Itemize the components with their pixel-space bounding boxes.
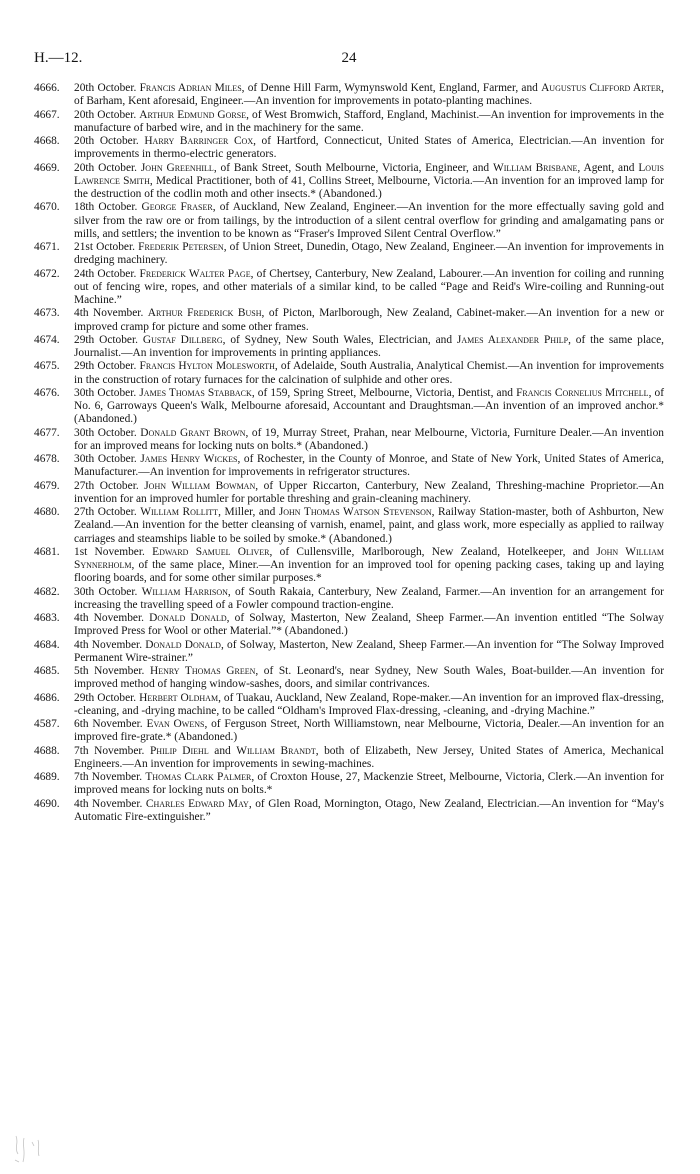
patent-entries-list [34, 82, 664, 824]
entry-number: 4690. [34, 797, 60, 810]
applicant-name: John Thomas Watson Stevenson [278, 506, 432, 518]
applicant-name: Charles Edward May [145, 797, 249, 810]
applicant-name: William Harrison [141, 585, 228, 598]
applicant-name: Louis Lawrence Smith [74, 161, 664, 187]
applicant-name: Thomas Clark Palmer [145, 771, 252, 783]
patent-entry [34, 360, 664, 387]
entry-number: 4685. [34, 665, 60, 677]
applicant-name: Francis Adrian Miles [139, 82, 242, 94]
applicant-name: James Henry Wickes [140, 453, 238, 465]
entry-number: 4674. [34, 333, 60, 346]
entry-number: 4669. [34, 161, 60, 174]
entry-text: , of Chertsey, Canterbury, New Zealand, Labourer.—An invention for coiling and running out of fencing wire, ropes, and other materials of a similar kind, to be called “Page and Reid's Wire-coiling and Running-out Machine.” [74, 267, 664, 306]
entry-text: , of the same place, Journalist.—An invention for improvements in printing appliances. [74, 333, 665, 359]
entry-number: 4587. [34, 718, 60, 730]
entry-date: 5th November. [74, 665, 145, 677]
applicant-name: George Fraser [141, 201, 213, 214]
applicant-name: Gustaf Dillberg [142, 333, 223, 346]
entry-number: 4675. [34, 360, 60, 373]
applicant-name: Edward Samuel Oliver [152, 545, 270, 558]
entry-number: 4684. [34, 638, 60, 651]
entry-date: 20th October. [74, 108, 137, 121]
patent-entry [34, 268, 664, 308]
applicant-name: Philip Diehl [149, 744, 209, 757]
entry-date: 30th October. [74, 426, 137, 439]
applicant-name: William Brisbane [492, 161, 578, 174]
entry-text: , of Denne Hill Farm, Wymynswold Kent, England, Farmer, and [241, 82, 542, 94]
entry-number: 4676. [34, 386, 60, 399]
entry-number: 4678. [34, 453, 60, 465]
entry-text: , Miller, and [218, 506, 279, 518]
scan-mark-icon [10, 1132, 52, 1166]
page-number: 24 [341, 50, 357, 66]
entry-text: , of Upper Riccarton, Canterbury, New Zealand, Threshing-machine Proprietor.—An invention for an improved humler for portable threshing and grain-cleaning machinery. [74, 479, 664, 505]
applicant-name: Donald Grant Brown [140, 426, 246, 439]
entry-date: 20th October. [74, 135, 139, 147]
entry-number: 4672. [34, 267, 60, 280]
patent-entry [34, 162, 664, 202]
entry-text: , of Cullensville, Marlborough, New Zealand, Hotelkeeper, and [269, 545, 597, 558]
entry-text: , of Solway, Masterton, New Zealand, Sheep Farmer.—An invention for “The Solway Improved Permanent Wire-strainer.” [74, 638, 665, 664]
entry-date: 1st November. [74, 545, 145, 558]
entry-date: 27th October. [74, 479, 139, 492]
entry-date: 21st October. [74, 241, 136, 253]
applicant-name: Frederik Petersen [138, 241, 224, 253]
applicant-name: Herbert Oldham [139, 691, 219, 704]
patent-entry [34, 453, 664, 480]
entry-text: , of Rochester, in the County of Monroe, and State of New York, United States of America, Manufacturer.—An invention for improvements in refrigerator structures. [74, 453, 665, 479]
entry-text: , of Sydney, New South Wales, Electrician, and [222, 333, 457, 346]
entry-text: , of Ferguson Street, North Williamstown, near Melbourne, Victoria, Dealer.—An invention for an improved fire-grate.* (Abandoned.) [74, 718, 665, 744]
entry-text: , of 159, Spring Street, Melbourne, Victoria, Dentist, and [251, 386, 517, 399]
patent-entry [34, 665, 664, 692]
entry-date: 30th October. [74, 386, 137, 399]
entry-text: and [208, 744, 237, 757]
entry-text: , of No. 6, Garroways Queen's Walk, Melbourne aforesaid, Accountant and Draughtsman.—An invention of an improved anchor.* (Abandoned.) [74, 386, 664, 426]
applicant-name: Augustus Clifford Arter [541, 82, 662, 94]
applicant-name: Frederick Walter Page [139, 267, 251, 280]
entry-number: 4680. [34, 506, 60, 518]
patent-entry [34, 387, 664, 427]
entry-text: , of Union Street, Dunedin, Otago, New Zealand, Engineer.—An invention for improvements in dredging machinery. [74, 241, 664, 267]
patent-entry [34, 135, 664, 162]
entry-number: 4682. [34, 585, 60, 598]
entry-text: , Agent, and [577, 161, 639, 174]
page-header [34, 50, 664, 70]
applicant-name: Donald Donald [145, 638, 221, 651]
entry-number: 4671. [34, 241, 60, 253]
entry-date: 20th October. [74, 161, 138, 174]
entry-text: , of Adelaide, South Australia, Analytical Chemist.—An invention for improvements in the construction of rotary furnaces for the calcination of sulphide and other ores. [74, 360, 664, 386]
entry-date: 4th November. [74, 307, 144, 320]
applicant-name: John Greenhill [140, 161, 214, 174]
patent-entry [34, 82, 664, 109]
entry-date: 4th November. [74, 638, 143, 651]
entry-date: 7th November. [74, 771, 143, 783]
entry-date: 29th October. [74, 333, 138, 346]
entry-number: 4673. [34, 307, 60, 320]
applicant-name: Harry Barringer Cox [144, 135, 254, 147]
patent-entry [34, 201, 664, 241]
patent-entry [34, 692, 664, 719]
patent-entry [34, 745, 664, 772]
entry-date: 27th October. [74, 506, 137, 518]
entry-number: 4667. [34, 108, 60, 121]
patent-entry [34, 506, 664, 546]
entry-number: 4686. [34, 691, 60, 704]
entry-text: , both of Elizabeth, New Jersey, United States of America, Mechanical Engineers.—An invention for improvements in sewing-machines. [74, 744, 664, 770]
entry-date: 29th October. [74, 360, 137, 373]
entry-text: , of St. Leonard's, near Sydney, New South Wales, Boat-builder.—An invention for improved method of hanging window-sashes, doors, and similar contrivances. [74, 665, 664, 691]
entry-text: , Medical Practitioner, both of 41, Collins Street, Melbourne, Victoria.—An invention for an improved lamp for the destruction of the codlin moth and other insects.* (Abandoned.) [74, 174, 664, 200]
entry-text: , of Croxton House, 27, Mackenzie Street, Melbourne, Victoria, Clerk.—An invention for improved means for locking nuts on bolts.* [74, 771, 664, 797]
entry-text: , of Auckland, New Zealand, Engineer.—An invention for the more effectually saving gold and silver from the raw ore or from tailings, by the introduction of a silent central overflow for grinding and amalgamating pans or mills, and settlers; the invention to be known as “Fraser's Improved Silent Central Overflow.” [74, 201, 664, 240]
entry-number: 4666. [34, 82, 60, 94]
entry-number: 4670. [34, 201, 60, 214]
patent-entry [34, 639, 664, 666]
entry-text: , of Bank Street, South Melbourne, Victoria, Engineer, and [213, 161, 493, 174]
applicant-name: John William Bowman [144, 479, 256, 492]
entry-text: , of Tuakau, Auckland, New Zealand, Rope-maker.—An invention for an improved flax-dressing, -cleaning, and -drying machine, to be called “Oldham's Improved Flax-dressing, -cleaning, and -drying Machine.” [74, 691, 664, 717]
entry-text: , of Solway, Masterton, New Zealand, Sheep Farmer.—An invention entitled “The Solway Improved Press for Wool or other Material.”* (Abandoned.) [74, 612, 664, 638]
patent-entry [34, 771, 664, 798]
entry-text: , of Glen Road, Mornington, Otago, New Zealand, Electrician.—An invention for “May's Automatic Fire-extinguisher.” [74, 797, 664, 823]
entry-number: 4688. [34, 744, 60, 757]
entry-number: 4677. [34, 426, 60, 439]
entry-text: , of West Bromwich, Stafford, England, Machinist.—An invention for improvements in the manufacture of barbed wire, and in the machinery for the same. [74, 108, 664, 134]
applicant-name: Arthur Frederick Bush [147, 307, 262, 320]
entry-text: , of the same place, Miner.—An invention for an improved tool for opening packing cases, taking up and laying flooring boards, and for some other similar purposes.* [74, 559, 664, 585]
applicant-name: James Thomas Stabback [139, 386, 252, 399]
entry-date: 4th November. [74, 797, 143, 810]
patent-entry [34, 718, 664, 745]
patent-entry [34, 612, 664, 639]
applicant-name: William Brandt [236, 744, 316, 757]
entry-number: 4681. [34, 545, 60, 558]
applicant-name: William Rollitt [140, 506, 219, 518]
entry-number: 4679. [34, 479, 60, 492]
document-reference: H.—12. [34, 50, 83, 66]
patent-entry [34, 586, 664, 613]
patent-entry [34, 334, 664, 361]
entry-date: 29th October. [74, 691, 137, 704]
patent-entry [34, 427, 664, 454]
entry-number: 4689. [34, 771, 60, 783]
entry-date: 20th October. [74, 82, 137, 94]
applicant-name: Francis Hylton Molesworth [139, 360, 275, 373]
applicant-name: Arthur Edmund Gorse [139, 108, 247, 121]
entry-date: 30th October. [74, 585, 138, 598]
entry-text: , of Hartford, Connecticut, United States of America, Electrician.—An invention for improvements in thermo-electric generators. [74, 135, 664, 161]
entry-text: , of Picton, Marlborough, New Zealand, Cabinet-maker.—An invention for a new or improved cramp for picture and some other frames. [74, 307, 664, 333]
entry-date: 6th November. [74, 718, 143, 730]
entry-date: 30th October. [74, 453, 137, 465]
applicant-name: John William Synnerholm [74, 545, 664, 571]
entry-text: , of 19, Murray Street, Prahan, near Melbourne, Victoria, Furniture Dealer.—An invention for an improved means for locking nuts on bolts.* (Abandoned.) [74, 426, 664, 452]
applicant-name: Evan Owens [146, 718, 205, 730]
patent-entry [34, 798, 664, 825]
patent-entry [34, 480, 664, 507]
entry-date: 4th November. [74, 612, 144, 624]
entry-date: 7th November. [74, 744, 145, 757]
patent-entry [34, 307, 664, 334]
patent-entry [34, 546, 664, 586]
entry-number: 4668. [34, 135, 60, 147]
entry-text: , of Barham, Kent aforesaid, Engineer.—An invention for improvements in potato-planting machines. [74, 82, 664, 108]
applicant-name: James Alexander Philp [456, 333, 569, 346]
entry-text: , of South Rakaia, Canterbury, New Zealand, Farmer.—An invention for an arrangement for increasing the travelling speed of a Fowler compound traction-engine. [74, 585, 664, 611]
applicant-name: Henry Thomas Green [149, 665, 256, 677]
entry-text: , Railway Station-master, both of Ashburton, New Zealand.—An invention for the better cleansing of varnish, enamel, paint, and glass work, more especially as applied to railway carriages and steamships liable to be soiled by smoke.* (Abandoned.) [74, 506, 664, 545]
entry-date: 18th October. [74, 201, 138, 214]
patent-entry [34, 109, 664, 136]
patent-entry [34, 241, 664, 268]
applicant-name: Donald Donald [149, 612, 227, 624]
entry-date: 24th October. [74, 267, 137, 280]
applicant-name: Francis Cornelius Mitchell [516, 386, 649, 399]
entry-number: 4683. [34, 612, 60, 624]
